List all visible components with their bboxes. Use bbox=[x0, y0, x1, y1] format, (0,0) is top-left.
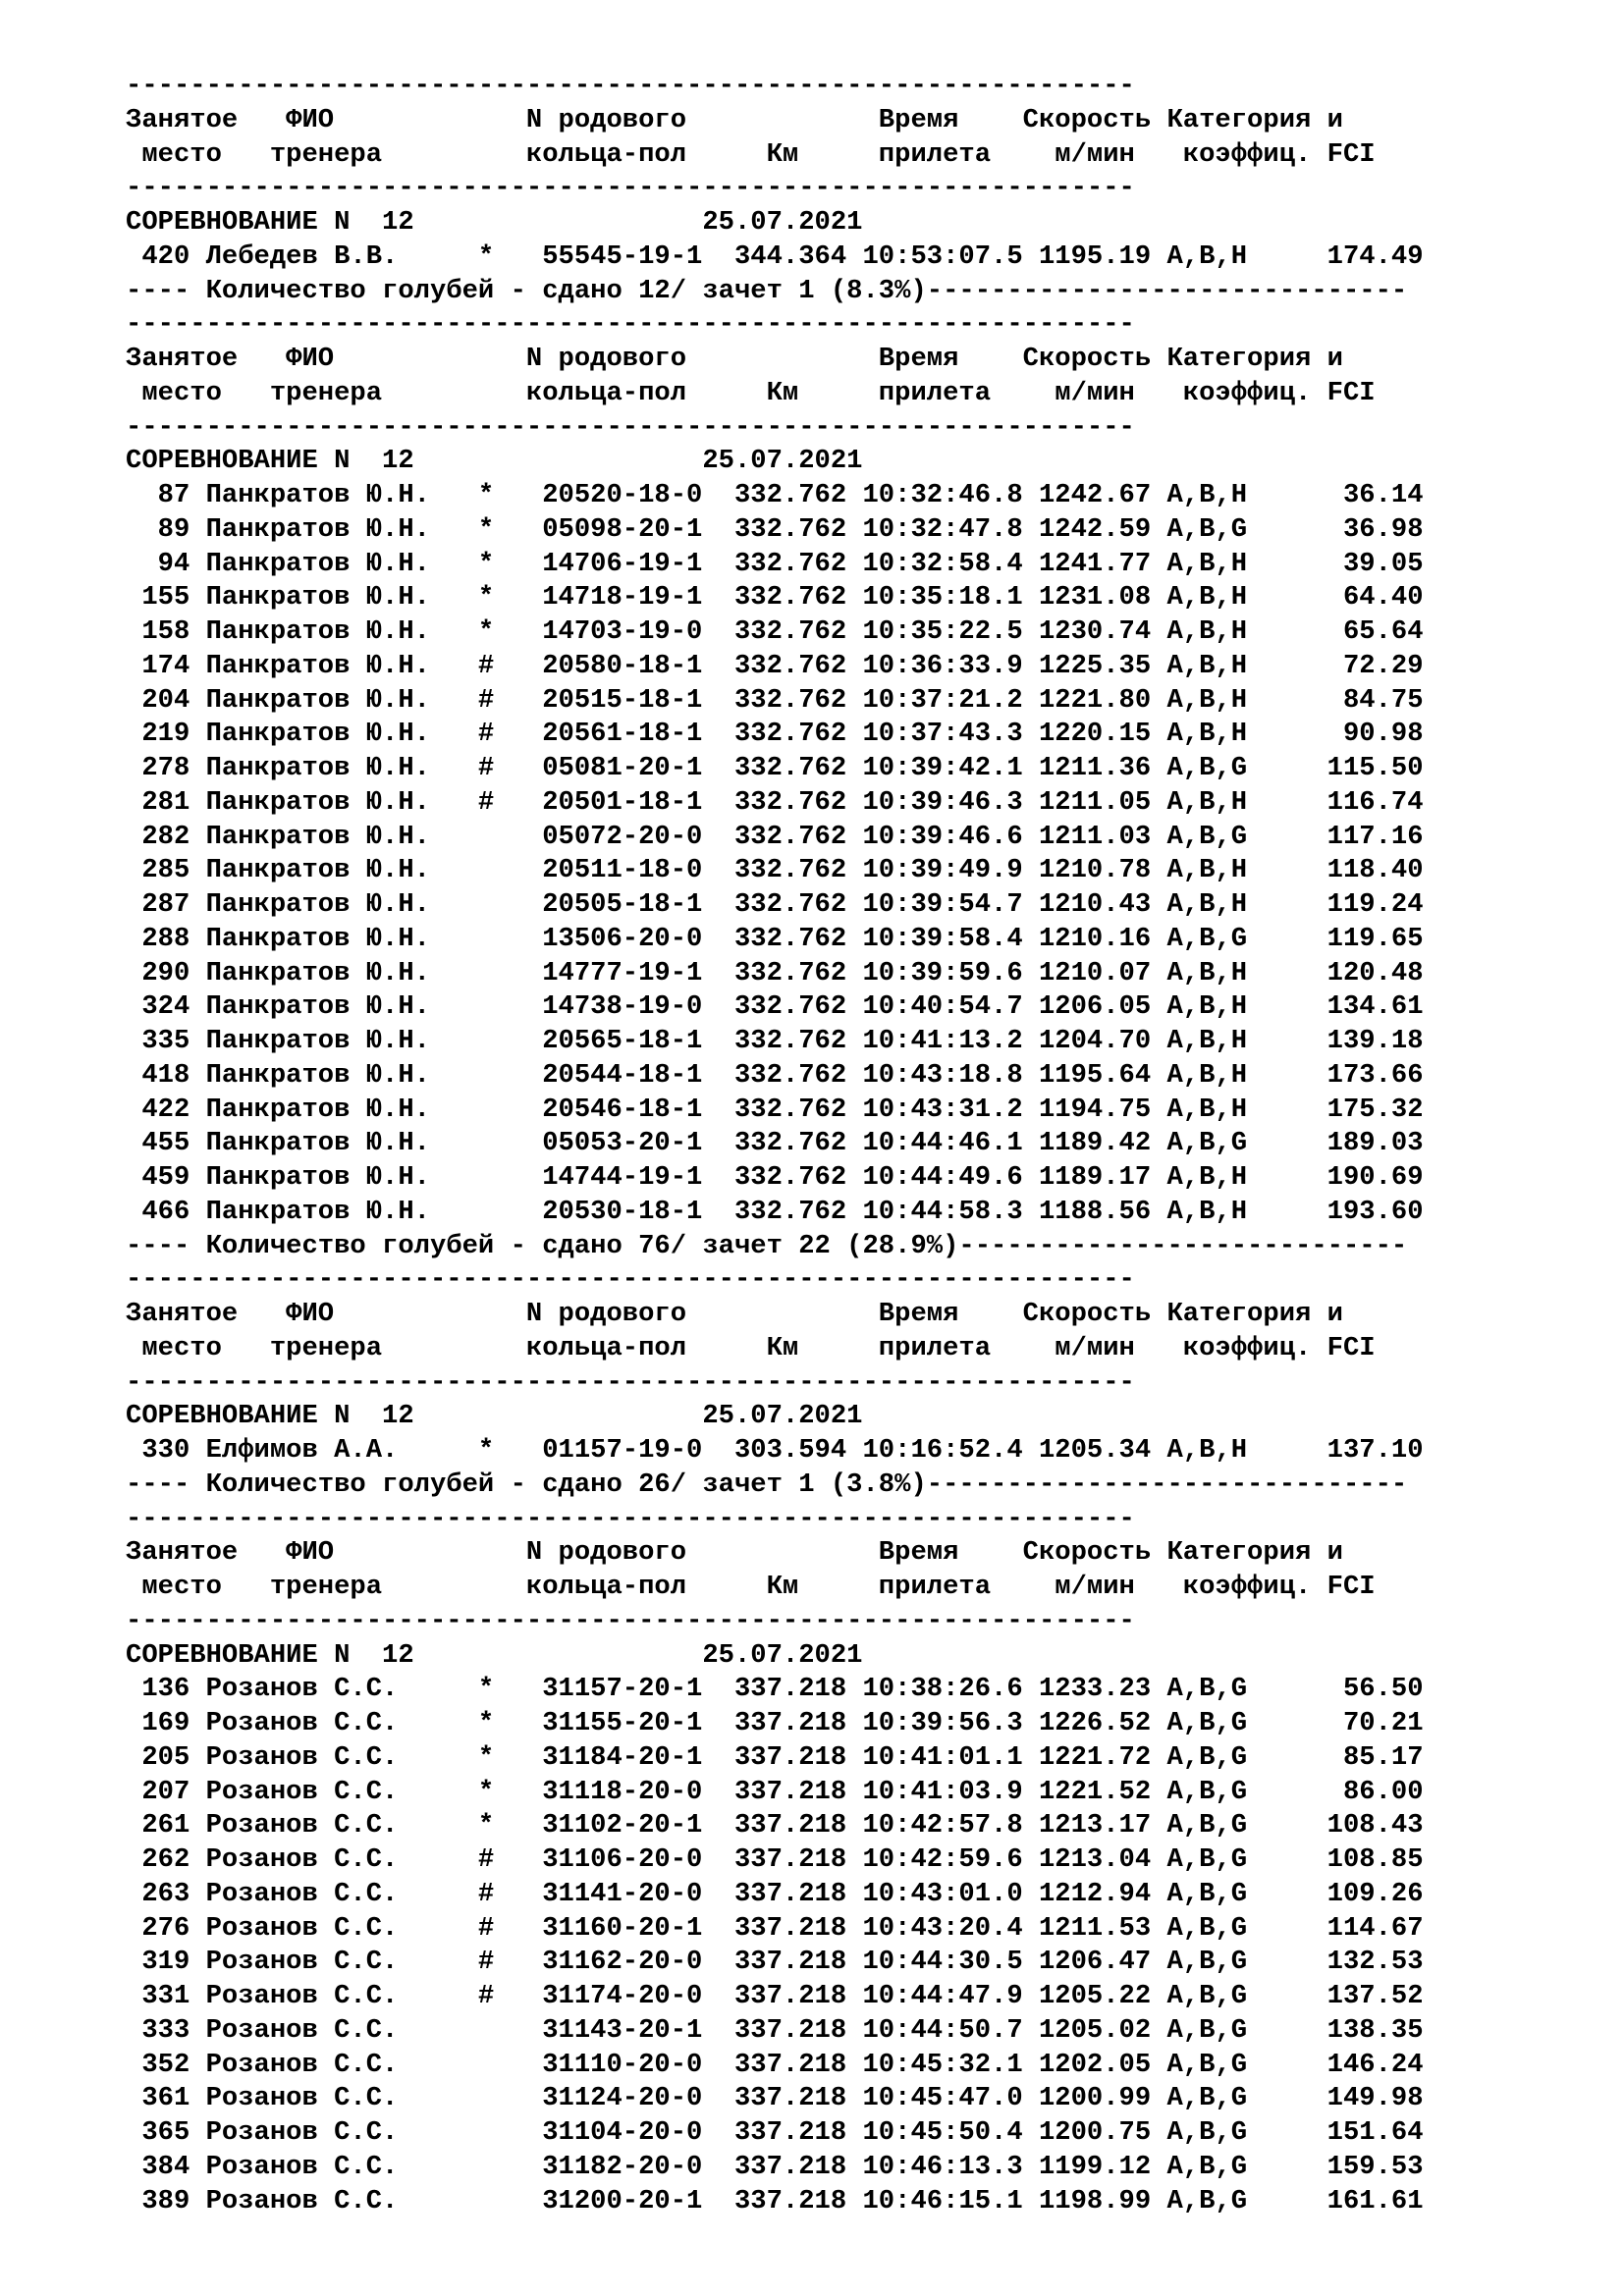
result-row: 263 Розанов С.С. # 31141-20-0 337.218 10:43:01.0 1212.94 A,B,G 109.26 bbox=[126, 1878, 1424, 1909]
result-rows bbox=[126, 479, 1424, 1230]
separator-line: --------------------------------------------------------------- bbox=[126, 173, 1135, 204]
results-section bbox=[126, 1263, 1424, 1502]
result-row: 169 Розанов С.С. * 31155-20-1 337.218 10:39:56.3 1226.52 A,B,G 70.21 bbox=[126, 1708, 1424, 1738]
result-row: 459 Панкратов Ю.Н. 14744-19-1 332.762 10:44:49.6 1189.17 A,B,H 190.69 bbox=[126, 1162, 1424, 1193]
result-row: 282 Панкратов Ю.Н. 05072-20-0 332.762 10:39:46.6 1211.03 A,B,G 117.16 bbox=[126, 821, 1424, 852]
result-row: 290 Панкратов Ю.Н. 14777-19-1 332.762 10:39:59.6 1210.07 A,B,H 120.48 bbox=[126, 957, 1424, 988]
separator-line: --------------------------------------------------------------- bbox=[126, 1264, 1135, 1296]
section-summary: ---- Количество голубей - сдано 12/ зачет 1 (8.3%)------------------------------ bbox=[126, 275, 1408, 306]
separator-line: --------------------------------------------------------------- bbox=[126, 309, 1135, 341]
results-document bbox=[126, 70, 1424, 2218]
separator-line: --------------------------------------------------------------- bbox=[126, 71, 1135, 101]
result-row: 174 Панкратов Ю.Н. # 20580-18-1 332.762 10:36:33.9 1225.35 A,B,H 72.29 bbox=[126, 650, 1424, 681]
column-header-line-2: место тренера кольца-пол Км прилета м/мин коэффиц. FCI bbox=[126, 138, 1376, 170]
separator-line: --------------------------------------------------------------- bbox=[126, 1605, 1135, 1636]
result-row: 285 Панкратов Ю.Н. 20511-18-0 332.762 10:39:49.9 1210.78 A,B,H 118.40 bbox=[126, 855, 1424, 886]
result-row: 287 Панкратов Ю.Н. 20505-18-1 332.762 10:39:54.7 1210.43 A,B,H 119.24 bbox=[126, 889, 1424, 920]
section-title: СОРЕВНОВАНИЕ N 12 25.07.2021 bbox=[126, 1639, 863, 1671]
column-header-line-1: Занятое ФИО N родового Время Скорость Категория и bbox=[126, 1299, 1343, 1329]
results-section bbox=[126, 1503, 1424, 2219]
result-row: 136 Розанов С.С. * 31157-20-1 337.218 10:38:26.6 1233.23 A,B,G 56.50 bbox=[126, 1674, 1424, 1705]
column-header-line-1: Занятое ФИО N родового Время Скорость Категория и bbox=[126, 1537, 1343, 1569]
result-row: 155 Панкратов Ю.Н. * 14718-19-1 332.762 10:35:18.1 1231.08 A,B,H 64.40 bbox=[126, 582, 1424, 614]
result-rows bbox=[126, 1673, 1424, 2218]
result-row: 207 Розанов С.С. * 31118-20-0 337.218 10:41:03.9 1221.52 A,B,G 86.00 bbox=[126, 1776, 1424, 1807]
result-row: 455 Панкратов Ю.Н. 05053-20-1 332.762 10:44:46.1 1189.42 A,B,G 189.03 bbox=[126, 1128, 1424, 1159]
result-rows bbox=[126, 1434, 1424, 1468]
result-row: 365 Розанов С.С. 31104-20-0 337.218 10:45:50.4 1200.75 A,B,G 151.64 bbox=[126, 2117, 1424, 2148]
section-title: СОРЕВНОВАНИЕ N 12 25.07.2021 bbox=[126, 1401, 863, 1432]
result-row: 281 Панкратов Ю.Н. # 20501-18-1 332.762 10:39:46.3 1211.05 A,B,H 116.74 bbox=[126, 786, 1424, 818]
column-header-line-2: место тренера кольца-пол Км прилета м/мин коэффиц. FCI bbox=[126, 1572, 1376, 1602]
result-row: 261 Розанов С.С. * 31102-20-1 337.218 10:42:57.8 1213.17 A,B,G 108.43 bbox=[126, 1810, 1424, 1842]
separator-line: --------------------------------------------------------------- bbox=[126, 1366, 1135, 1398]
result-row: 205 Розанов С.С. * 31184-20-1 337.218 10:41:01.1 1221.72 A,B,G 85.17 bbox=[126, 1741, 1424, 1773]
result-row: 319 Розанов С.С. # 31162-20-0 337.218 10:44:30.5 1206.47 A,B,G 132.53 bbox=[126, 1947, 1424, 1978]
result-row: 389 Розанов С.С. 31200-20-1 337.218 10:46:15.1 1198.99 A,B,G 161.61 bbox=[126, 2185, 1424, 2216]
result-row: 418 Панкратов Ю.Н. 20544-18-1 332.762 10:43:18.8 1195.64 A,B,H 173.66 bbox=[126, 1059, 1424, 1091]
section-title: СОРЕВНОВАНИЕ N 12 25.07.2021 bbox=[126, 207, 863, 238]
result-row: 384 Розанов С.С. 31182-20-0 337.218 10:46:13.3 1199.12 A,B,G 159.53 bbox=[126, 2151, 1424, 2182]
result-row: 330 Елфимов А.А. * 01157-19-0 303.594 10:16:52.4 1205.34 A,B,H 137.10 bbox=[126, 1435, 1424, 1466]
result-row: 352 Розанов С.С. 31110-20-0 337.218 10:45:32.1 1202.05 A,B,G 146.24 bbox=[126, 2049, 1424, 2080]
result-row: 219 Панкратов Ю.Н. # 20561-18-1 332.762 10:37:43.3 1220.15 A,B,H 90.98 bbox=[126, 719, 1424, 750]
result-row: 87 Панкратов Ю.Н. * 20520-18-0 332.762 10:32:46.8 1242.67 A,B,H 36.14 bbox=[126, 480, 1424, 510]
result-row: 278 Панкратов Ю.Н. # 05081-20-1 332.762 10:39:42.1 1211.36 A,B,G 115.50 bbox=[126, 753, 1424, 783]
result-row: 204 Панкратов Ю.Н. # 20515-18-1 332.762 10:37:21.2 1221.80 A,B,H 84.75 bbox=[126, 684, 1424, 716]
section-summary: ---- Количество голубей - сдано 26/ зачет 1 (3.8%)------------------------------ bbox=[126, 1468, 1408, 1500]
result-row: 158 Панкратов Ю.Н. * 14703-19-0 332.762 10:35:22.5 1230.74 A,B,H 65.64 bbox=[126, 616, 1424, 647]
result-row: 466 Панкратов Ю.Н. 20530-18-1 332.762 10:44:58.3 1188.56 A,B,H 193.60 bbox=[126, 1196, 1424, 1227]
results-section bbox=[126, 70, 1424, 308]
section-summary: ---- Количество голубей - сдано 76/ зачет 22 (28.9%)---------------------------- bbox=[126, 1230, 1408, 1261]
results-section bbox=[126, 308, 1424, 1263]
result-row: 333 Розанов С.С. 31143-20-1 337.218 10:44:50.7 1205.02 A,B,G 138.35 bbox=[126, 2014, 1424, 2046]
result-row: 361 Розанов С.С. 31124-20-0 337.218 10:45:47.0 1200.99 A,B,G 149.98 bbox=[126, 2083, 1424, 2114]
section-title: СОРЕВНОВАНИЕ N 12 25.07.2021 bbox=[126, 446, 863, 477]
result-rows bbox=[126, 240, 1424, 275]
separator-line: --------------------------------------------------------------- bbox=[126, 411, 1135, 443]
column-header-line-2: место тренера кольца-пол Км прилета м/мин коэффиц. FCI bbox=[126, 1332, 1376, 1363]
result-row: 94 Панкратов Ю.Н. * 14706-19-1 332.762 10:32:58.4 1241.77 A,B,H 39.05 bbox=[126, 548, 1424, 579]
column-header-line-1: Занятое ФИО N родового Время Скорость Категория и bbox=[126, 104, 1343, 135]
result-row: 420 Лебедев В.В. * 55545-19-1 344.364 10:53:07.5 1195.19 A,B,H 174.49 bbox=[126, 240, 1424, 272]
result-row: 324 Панкратов Ю.Н. 14738-19-0 332.762 10:40:54.7 1206.05 A,B,H 134.61 bbox=[126, 991, 1424, 1023]
result-row: 262 Розанов С.С. # 31106-20-0 337.218 10:42:59.6 1213.04 A,B,G 108.85 bbox=[126, 1844, 1424, 1875]
result-row: 331 Розанов С.С. # 31174-20-0 337.218 10:44:47.9 1205.22 A,B,G 137.52 bbox=[126, 1981, 1424, 2011]
result-row: 335 Панкратов Ю.Н. 20565-18-1 332.762 10:41:13.2 1204.70 A,B,H 139.18 bbox=[126, 1026, 1424, 1056]
result-row: 288 Панкратов Ю.Н. 13506-20-0 332.762 10:39:58.4 1210.16 A,B,G 119.65 bbox=[126, 923, 1424, 954]
result-row: 89 Панкратов Ю.Н. * 05098-20-1 332.762 10:32:47.8 1242.59 A,B,G 36.98 bbox=[126, 513, 1424, 545]
column-header-line-1: Занятое ФИО N родового Время Скорость Категория и bbox=[126, 344, 1343, 374]
column-header-line-2: место тренера кольца-пол Км прилета м/мин коэффиц. FCI bbox=[126, 377, 1376, 408]
result-row: 276 Розанов С.С. # 31160-20-1 337.218 10:43:20.4 1211.53 A,B,G 114.67 bbox=[126, 1912, 1424, 1944]
result-row: 422 Панкратов Ю.Н. 20546-18-1 332.762 10:43:31.2 1194.75 A,B,H 175.32 bbox=[126, 1094, 1424, 1125]
separator-line: --------------------------------------------------------------- bbox=[126, 1503, 1135, 1534]
